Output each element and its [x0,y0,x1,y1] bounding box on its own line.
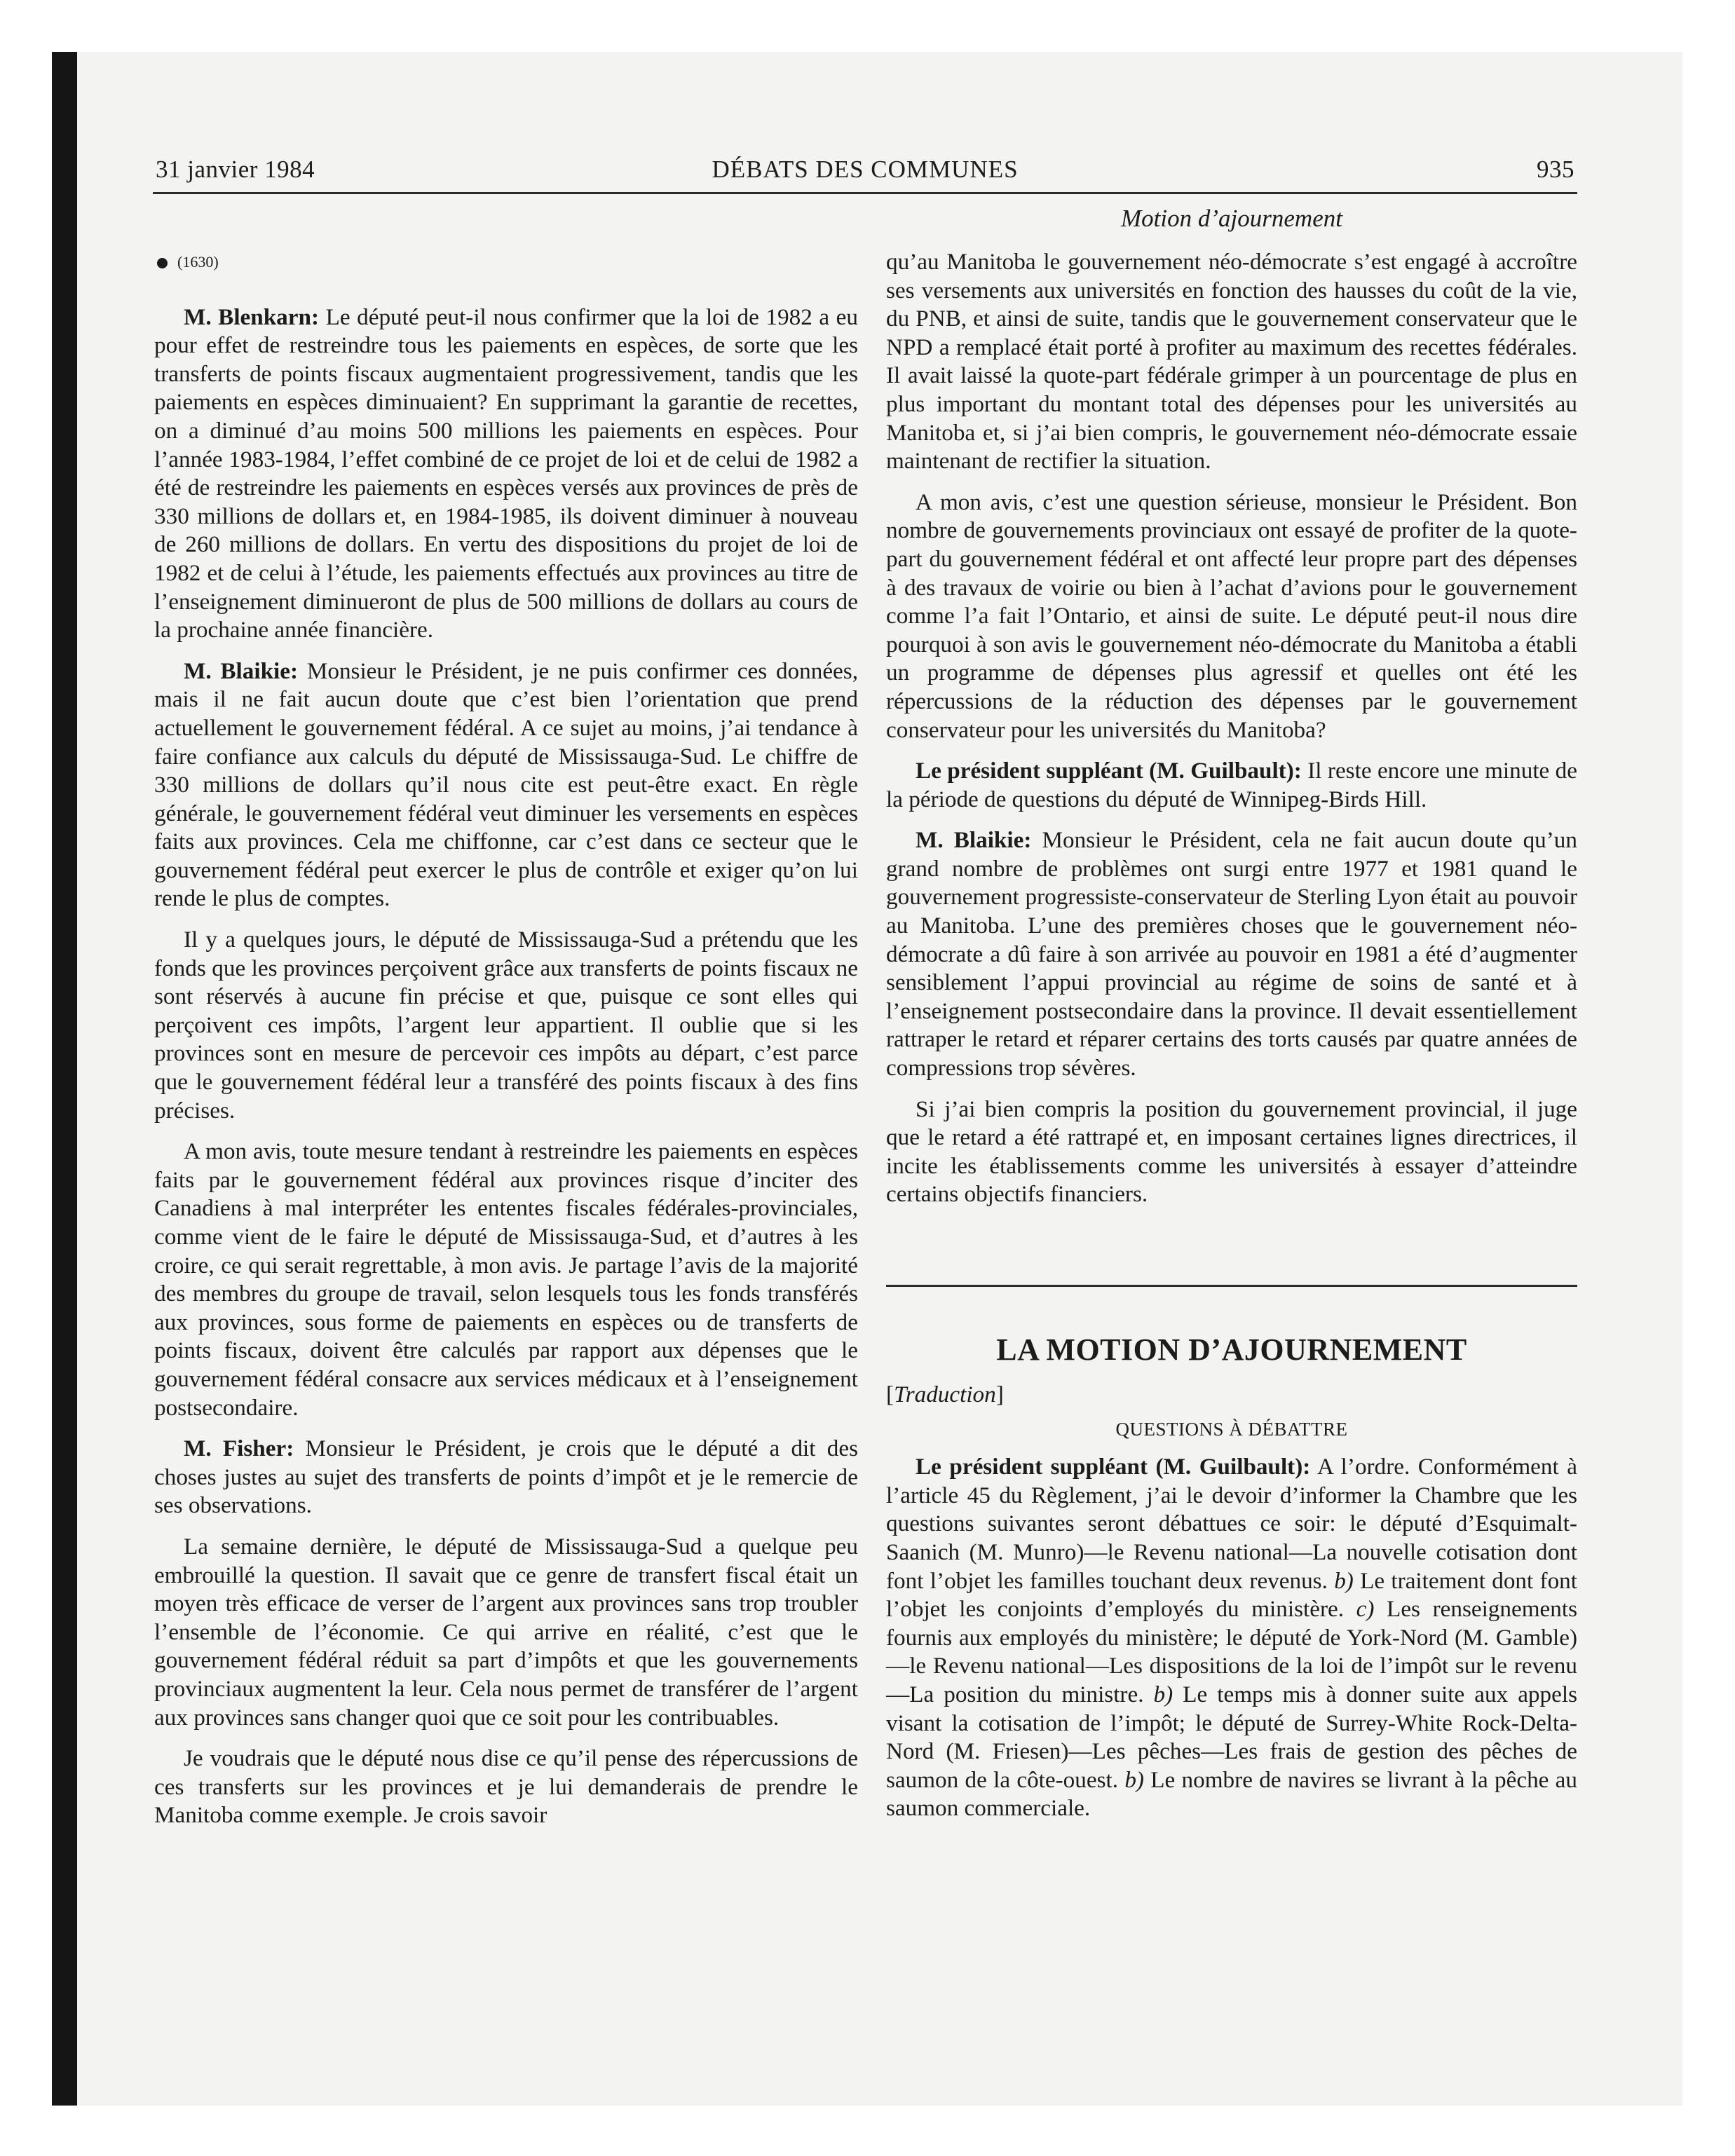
speaker-name: Le président suppléant (M. Guilbault): [916,1454,1311,1480]
paragraph [886,826,1577,1082]
section-divider [886,1285,1577,1287]
paragraph [886,1096,1577,1209]
paragraph-text: A mon avis, toute mesure tendant à restreindre les paiements en espèces faits par le gouvernement fédéral aux provinces risque d’inciter des Canadiens à mal interpréter les ententes fiscales fédérales-provinciales, comme vient de le faire le député de Mississauga-Sud, et d’autres à les croire, ce qui serait regrettable, à mon avis. Je partage l’avis de la majorité des membres du groupe de travail, selon lesquels tous les fonds transférés aux provinces, sous forme de paiements en espèces ou de transferts de points fiscaux, doivent être calculés par rapport aux dépenses que le gouvernement fédéral consacre aux services médicaux et à l’enseignement postsecondaire. [154,1138,858,1421]
paragraph-text: Il reste encore une minute de la période de questions du député de Winnipeg-Birds Hill. [886,758,1577,812]
bullet-icon [157,258,168,268]
paragraph [154,1745,858,1830]
right-column [886,248,1577,1836]
paragraph-text: Le nombre de navires se livrant à la pêche au saumon commerciale. [886,1766,1577,1822]
list-marker: b) [1124,1766,1144,1793]
paragraph [886,248,1577,476]
paragraph [886,489,1577,744]
paragraph-text: Les renseignements fournis aux employés du ministère; le député de York-Nord (M. Gamble)—le Revenu national—Les dispositions de la loi de l’impôt sur le revenu—La position du ministre. [886,1596,1577,1707]
paragraph [154,657,858,913]
paragraph [154,926,858,1125]
speaker-name: Le président suppléant (M. Guilbault): [916,758,1302,784]
list-marker: b) [1153,1681,1173,1707]
paragraph [154,303,858,645]
paragraph-text: Le traitement dont font l’objet les conjoints d’employés du ministère. [886,1567,1577,1623]
paragraph [886,757,1577,814]
paragraph-text: Monsieur le Président, je crois que le député a dit des choses justes au sujet des transferts de points d’impôt et je le remercie de ses observations. [154,1435,858,1519]
paragraph-text: Il y a quelques jours, le député de Mississauga-Sud a prétendu que les fonds que les provinces perçoivent grâce aux transferts de points fiscaux ne sont réservés à aucune fin précise et que, puisque ce sont elles qui perçoivent ces impôts, l’argent leur appartient. Il oublie que si les provinces sont en mesure de percevoir ces impôts au départ, c’est parce que le gouvernement fédéral leur a transféré des points fiscaux à des fins précises. [154,927,858,1124]
translation-label: Traduction [894,1381,996,1407]
paragraph-text: La semaine dernière, le député de Mississauga-Sud a quelque peu embrouillé la question. Il savait que ce genre de transfert fiscal était un moyen très efficace de verser de l’argent aux provinces sans trop troubler l’ensemble de l’économie. Ce qui arrive en réalité, c’est que le gouvernement fédéral réduit sa part d’impôts et que les gouvernements provinciaux augmentent la leur. Cela nous permet de transférer de l’argent aux provinces sans changer quoi que ce soit pour les contribuables. [154,1533,858,1731]
paragraph-text: Monsieur le Président, je ne puis confirmer ces données, mais il ne fait aucun doute que c’est bien l’orientation que prend actuellement le gouvernement fédéral. A ce sujet au moins, j’ai tendance à faire confiance aux calculs du député de Mississauga-Sud. Le chiffre de 330 millions de dollars qu’il nous cite est peut-être exact. En règle générale, le gouvernement fédéral veut diminuer les versements en espèces faits aux provinces. Cela me chiffonne, car c’est dans ce secteur que le gouvernement fédéral peut exercer le plus de contrôle et exiger qu’on lui rende le plus de comptes. [154,657,858,912]
header-date: 31 janvier 1984 [156,156,315,183]
left-column [154,248,858,1843]
paragraph [886,1453,1577,1823]
time-marker-text: (1630) [177,253,219,271]
speaker-name: M. Blaikie: [184,657,299,684]
speaker-name: M. Fisher: [184,1435,294,1462]
list-marker: c) [1356,1596,1375,1623]
paragraph-text: A mon avis, c’est une question sérieuse, monsieur le Président. Bon nombre de gouvernements provinciaux ont essayé de profiter de la quote-part du gouvernement fédéral et ont affecté leur propre part des dépenses à des travaux de voirie ou bien à l’achat d’avions pour le gouvernement comme l’a fait l’Ontario, et ainsi de suite. Le député peut-il nous dire pourquoi à son avis le gouvernement néo-démocrate du Manitoba a établi un programme de dépenses plus agressif et quelles ont été les répercussions de la réduction des dépenses par le gouvernement conservateur pour les universités du Manitoba? [886,489,1577,743]
paragraph-text: Si j’ai bien compris la position du gouvernement provincial, il juge que le retard a été rattrapé et, en imposant certaines lignes directrices, il incite les établissements comme les universités à essayer d’atteindre certains objectifs financiers. [886,1096,1577,1208]
header-page-number: 935 [1537,156,1574,183]
running-header [153,156,1577,194]
scan-border [52,52,77,2106]
paragraph-text: qu’au Manitoba le gouvernement néo-démocrate s’est engagé à accroître ses versements aux universités en fonction des hausses du coût de la vie, du PNB, et ainsi de suite, tandis que le gouvernement conservateur que le NPD a remplacé était porté à profiter au maximum des recettes fédérales. Il avait laissé la quote-part fédérale grimper à un pourcentage de plus en plus important du montant total des dépenses pour les universités au Manitoba et, si j’ai bien compris, le gouvernement néo-démocrate essaie maintenant de rectifier la situation. [886,249,1577,475]
time-marker [157,248,858,277]
speaker-name: M. Blaikie: [916,827,1032,854]
paragraph-text: Le député peut-il nous confirmer que la loi de 1982 a eu pour effet de restreindre tous les paiements en espèces, de sorte que les transferts de points fiscaux augmentaient progressivement, tandis que les paiements en espèces diminuaient? En supprimant la garantie de recettes, on a diminué d’au moins 500 millions les paiements en espèces. Pour l’année 1983-1984, l’effet combiné de ce projet de loi et de celui de 1982 a été de restreindre les paiements en espèces versés aux provinces de près de 330 millions de dollars et, en 1984-1985, ils doivent diminuer à nouveau de 260 millions de dollars. En vertu des dispositions du projet de loi de 1982 et de celui à l’étude, les paiements effectués aux provinces au titre de l’enseignement diminueront de plus de 500 millions de dollars au cours de la prochaine année financière. [154,303,858,643]
list-marker: b) [1334,1567,1354,1594]
paragraph [154,1138,858,1422]
paragraph [154,1435,858,1520]
section-title: LA MOTION D’AJOURNEMENT [996,1332,1467,1367]
paragraph-text: Je voudrais que le député nous dise ce qu’il pense des répercussions de ces transferts sur les provinces et je lui demanderais de prendre le Manitoba comme exemple. Je crois savoir [154,1745,858,1829]
paragraph [154,1533,858,1732]
speaker-name: M. Blenkarn: [184,303,320,330]
paragraph-text: Monsieur le Président, cela ne fait aucun doute qu’un grand nombre de problèmes ont surgi entre 1977 et 1981 quand le gouvernement progressiste-conservateur de Sterling Lyon était au pouvoir au Manitoba. L’une des premières choses que le gouvernement néo-démocrate a dû faire à son arrivée au pouvoir en 1981 a été d’augmenter sensiblement l’appui provincial au régime de soins de santé et à l’enseignement postsecondaire dans la province. Il devait essentiellement rattraper le retard et réparer certains des torts causés par quatre années de compressions trop sévères. [886,827,1577,1082]
translation-note: [Traduction] [886,1381,1004,1407]
section-subheader: Motion d’ajournement [1121,205,1342,232]
paragraph-text: Le temps mis à donner suite aux appels visant la cotisation de l’impôt; le député de Surrey-White Rock-Delta-Nord (M. Friesen)—Les pêches—Les frais de gestion des pêches de saumon de la côte-ouest. [886,1681,1577,1793]
header-title: DÉBATS DES COMMUNES [712,156,1019,183]
questions-heading: QUESTIONS À DÉBATTRE [1115,1418,1348,1440]
paragraph-text: A l’ordre. Conformément à l’article 45 du Règlement, j’ai le devoir d’informer la Chambre que les questions suivantes seront débattues ce soir: le député d’Esquimalt-Saanich (M. Munro)—le Revenu national—La nouvelle cotisation dont font l’objet les familles touchant deux revenus. [886,1454,1577,1594]
